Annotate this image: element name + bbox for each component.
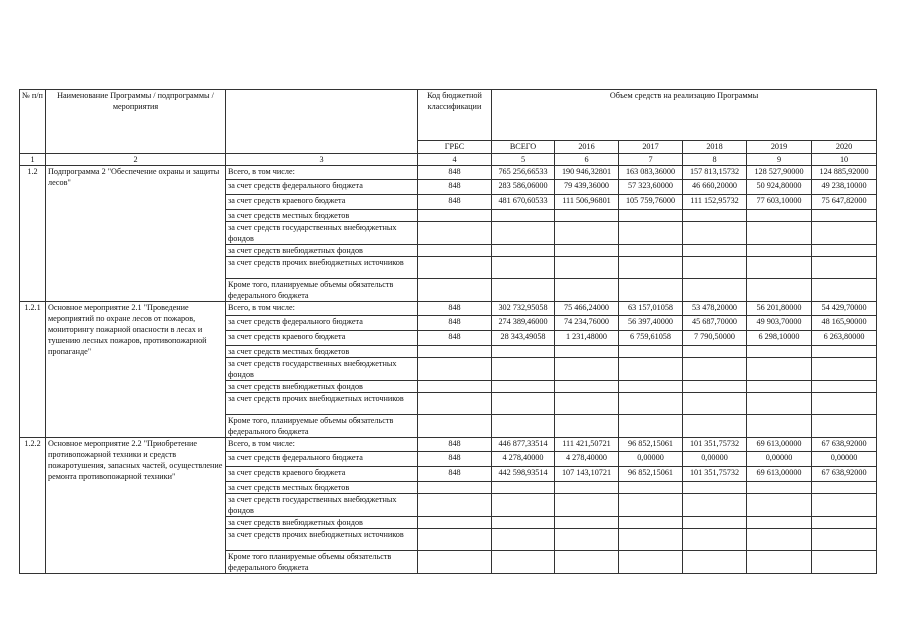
funding-source: за счет средств федерального бюджета bbox=[226, 316, 418, 331]
grbs-code bbox=[418, 245, 492, 257]
amount-year bbox=[812, 529, 877, 551]
amount-year bbox=[812, 393, 877, 415]
amount-year bbox=[683, 257, 747, 279]
funding-source: за счет средств местных бюджетов bbox=[226, 482, 418, 494]
grbs-code: 848 bbox=[418, 302, 492, 316]
amount-year: 56 201,80000 bbox=[747, 302, 812, 316]
header-year: 2016 bbox=[555, 141, 619, 154]
amount-total bbox=[492, 529, 555, 551]
amount-year bbox=[812, 517, 877, 529]
amount-year: 7 790,50000 bbox=[683, 331, 747, 346]
amount-year bbox=[747, 279, 812, 302]
col-index: 8 bbox=[683, 154, 747, 166]
grbs-code: 848 bbox=[418, 316, 492, 331]
amount-year bbox=[619, 257, 683, 279]
funding-source: Кроме того, планируемые объемы обязательств федерального бюджета bbox=[226, 279, 418, 302]
amount-total bbox=[492, 415, 555, 438]
amount-year: 6 263,80000 bbox=[812, 331, 877, 346]
grbs-code: 848 bbox=[418, 452, 492, 467]
amount-year bbox=[747, 358, 812, 381]
funding-source: за счет средств прочих внебюджетных источников bbox=[226, 529, 418, 551]
col-index: 5 bbox=[492, 154, 555, 166]
amount-year bbox=[555, 358, 619, 381]
amount-year bbox=[555, 482, 619, 494]
amount-year bbox=[812, 279, 877, 302]
table-row bbox=[20, 438, 877, 452]
amount-total bbox=[492, 257, 555, 279]
amount-year: 75 647,82000 bbox=[812, 195, 877, 210]
amount-year bbox=[747, 415, 812, 438]
header-name: Наименование Программы / подпрограммы / мероприятия bbox=[46, 90, 226, 154]
amount-year: 67 638,92000 bbox=[812, 438, 877, 452]
amount-total bbox=[492, 358, 555, 381]
funding-source: за счет средств прочих внебюджетных источников bbox=[226, 393, 418, 415]
amount-year: 96 852,15061 bbox=[619, 438, 683, 452]
col-index: 9 bbox=[747, 154, 812, 166]
funding-source: за счет средств внебюджетных фондов bbox=[226, 245, 418, 257]
header-year: 2020 bbox=[812, 141, 877, 154]
amount-year bbox=[619, 529, 683, 551]
amount-year: 69 613,00000 bbox=[747, 438, 812, 452]
grbs-code: 848 bbox=[418, 180, 492, 195]
amount-year bbox=[683, 551, 747, 574]
amount-year: 111 152,95732 bbox=[683, 195, 747, 210]
amount-year bbox=[812, 494, 877, 517]
grbs-code: 848 bbox=[418, 331, 492, 346]
funding-source: за счет средств краевого бюджета bbox=[226, 467, 418, 482]
amount-year bbox=[619, 222, 683, 245]
grbs-code bbox=[418, 358, 492, 381]
grbs-code bbox=[418, 482, 492, 494]
amount-total: 283 586,06000 bbox=[492, 180, 555, 195]
amount-year bbox=[747, 381, 812, 393]
amount-year: 157 813,15732 bbox=[683, 166, 747, 180]
amount-year bbox=[555, 346, 619, 358]
amount-total: 302 732,95058 bbox=[492, 302, 555, 316]
amount-total: 274 389,46000 bbox=[492, 316, 555, 331]
amount-total: 446 877,33514 bbox=[492, 438, 555, 452]
col-index: 6 bbox=[555, 154, 619, 166]
amount-year: 101 351,75732 bbox=[683, 467, 747, 482]
grbs-code: 848 bbox=[418, 438, 492, 452]
funding-source: Кроме того, планируемые объемы обязательств федерального бюджета bbox=[226, 415, 418, 438]
amount-year bbox=[619, 346, 683, 358]
amount-year bbox=[812, 245, 877, 257]
amount-year: 6 759,61058 bbox=[619, 331, 683, 346]
amount-total bbox=[492, 222, 555, 245]
amount-total: 28 343,49058 bbox=[492, 331, 555, 346]
grbs-code bbox=[418, 279, 492, 302]
funding-source: Всего, в том числе: bbox=[226, 302, 418, 316]
program-funding-table bbox=[19, 89, 877, 574]
amount-year bbox=[747, 482, 812, 494]
amount-year bbox=[812, 551, 877, 574]
amount-year bbox=[747, 393, 812, 415]
amount-year bbox=[683, 517, 747, 529]
funding-source: Кроме того планируемые объемы обязательств федерального бюджета bbox=[226, 551, 418, 574]
table-row bbox=[20, 166, 877, 180]
grbs-code: 848 bbox=[418, 195, 492, 210]
amount-year bbox=[747, 494, 812, 517]
amount-total bbox=[492, 381, 555, 393]
amount-year bbox=[812, 257, 877, 279]
amount-year: 0,00000 bbox=[747, 452, 812, 467]
amount-year bbox=[812, 346, 877, 358]
amount-year: 105 759,76000 bbox=[619, 195, 683, 210]
amount-year bbox=[747, 517, 812, 529]
amount-year: 77 603,10000 bbox=[747, 195, 812, 210]
grbs-code bbox=[418, 257, 492, 279]
amount-year: 67 638,92000 bbox=[812, 467, 877, 482]
col-index: 10 bbox=[812, 154, 877, 166]
amount-year: 0,00000 bbox=[683, 452, 747, 467]
amount-total bbox=[492, 245, 555, 257]
amount-year: 4 278,40000 bbox=[555, 452, 619, 467]
table-row bbox=[20, 302, 877, 316]
amount-total bbox=[492, 494, 555, 517]
amount-year: 49 238,10000 bbox=[812, 180, 877, 195]
amount-total: 442 598,93514 bbox=[492, 467, 555, 482]
grbs-code: 848 bbox=[418, 467, 492, 482]
funding-source: за счет средств местных бюджетов bbox=[226, 210, 418, 222]
amount-year bbox=[619, 393, 683, 415]
amount-year: 48 165,90000 bbox=[812, 316, 877, 331]
amount-year bbox=[555, 381, 619, 393]
amount-year: 0,00000 bbox=[812, 452, 877, 467]
funding-source: за счет средств внебюджетных фондов bbox=[226, 381, 418, 393]
header-year: 2017 bbox=[619, 141, 683, 154]
amount-year: 74 234,76000 bbox=[555, 316, 619, 331]
funding-source: за счет средств краевого бюджета bbox=[226, 331, 418, 346]
amount-year bbox=[812, 381, 877, 393]
amount-year: 45 687,70000 bbox=[683, 316, 747, 331]
grbs-code bbox=[418, 381, 492, 393]
funding-source: за счет средств государственных внебюджетных фондов bbox=[226, 358, 418, 381]
grbs-code: 848 bbox=[418, 166, 492, 180]
funding-source: за счет средств федерального бюджета bbox=[226, 452, 418, 467]
amount-year bbox=[812, 358, 877, 381]
amount-year: 79 439,36000 bbox=[555, 180, 619, 195]
header-grbs: ГРБС bbox=[418, 141, 492, 154]
amount-year: 190 946,32801 bbox=[555, 166, 619, 180]
col-index: 2 bbox=[46, 154, 226, 166]
amount-year bbox=[555, 245, 619, 257]
amount-year: 101 351,75732 bbox=[683, 438, 747, 452]
amount-year: 96 852,15061 bbox=[619, 467, 683, 482]
amount-year bbox=[619, 210, 683, 222]
amount-year bbox=[683, 279, 747, 302]
amount-year bbox=[683, 245, 747, 257]
amount-year bbox=[619, 358, 683, 381]
grbs-code bbox=[418, 551, 492, 574]
amount-year: 124 885,92000 bbox=[812, 166, 877, 180]
grbs-code bbox=[418, 393, 492, 415]
header-volume: Объем средств на реализацию Программы bbox=[492, 90, 877, 141]
grbs-code bbox=[418, 415, 492, 438]
amount-year bbox=[812, 210, 877, 222]
header-source bbox=[226, 90, 418, 154]
amount-year bbox=[683, 494, 747, 517]
col-index: 7 bbox=[619, 154, 683, 166]
grbs-code bbox=[418, 346, 492, 358]
amount-total bbox=[492, 346, 555, 358]
amount-year bbox=[683, 393, 747, 415]
amount-year bbox=[555, 517, 619, 529]
amount-year bbox=[619, 245, 683, 257]
amount-year bbox=[683, 415, 747, 438]
amount-year bbox=[812, 222, 877, 245]
funding-source: Всего, в том числе: bbox=[226, 438, 418, 452]
amount-year: 0,00000 bbox=[619, 452, 683, 467]
amount-year: 57 323,60000 bbox=[619, 180, 683, 195]
amount-year bbox=[683, 529, 747, 551]
col-index: 1 bbox=[20, 154, 46, 166]
row-number: 1.2 bbox=[20, 166, 46, 302]
amount-year bbox=[555, 222, 619, 245]
grbs-code bbox=[418, 517, 492, 529]
amount-total bbox=[492, 482, 555, 494]
col-index: 4 bbox=[418, 154, 492, 166]
amount-year bbox=[683, 482, 747, 494]
amount-total bbox=[492, 210, 555, 222]
amount-year bbox=[555, 529, 619, 551]
amount-year bbox=[555, 551, 619, 574]
header-total: ВСЕГО bbox=[492, 141, 555, 154]
header-code: Код бюджетной классификации bbox=[418, 90, 492, 141]
program-name: Основное мероприятие 2.1 "Проведение мероприятий по охране лесов от пожаров, мониторингу пожарной опасности в лесах и тушению лесных пожаров, противопожарной пропаганде" bbox=[46, 302, 226, 438]
grbs-code bbox=[418, 529, 492, 551]
amount-year bbox=[683, 381, 747, 393]
amount-year: 128 527,90000 bbox=[747, 166, 812, 180]
amount-year: 56 397,40000 bbox=[619, 316, 683, 331]
program-name: Основное мероприятие 2.2 "Приобретение противопожарной техники и средств пожаротушения, запасных частей, осуществление ремонта противопожарной техники" bbox=[46, 438, 226, 574]
amount-year bbox=[812, 415, 877, 438]
funding-source: за счет средств прочих внебюджетных источников bbox=[226, 257, 418, 279]
amount-year bbox=[619, 415, 683, 438]
header-year: 2018 bbox=[683, 141, 747, 154]
amount-year: 46 660,20000 bbox=[683, 180, 747, 195]
amount-year bbox=[683, 358, 747, 381]
amount-year: 69 613,00000 bbox=[747, 467, 812, 482]
amount-year: 49 903,70000 bbox=[747, 316, 812, 331]
col-index: 3 bbox=[226, 154, 418, 166]
amount-year bbox=[555, 494, 619, 517]
amount-year bbox=[619, 517, 683, 529]
amount-year bbox=[747, 529, 812, 551]
row-number: 1.2.1 bbox=[20, 302, 46, 438]
header-num: № п/п bbox=[20, 90, 46, 154]
funding-source: за счет средств внебюджетных фондов bbox=[226, 517, 418, 529]
amount-year: 1 231,48000 bbox=[555, 331, 619, 346]
amount-year bbox=[747, 257, 812, 279]
amount-year bbox=[747, 222, 812, 245]
funding-source: за счет средств местных бюджетов bbox=[226, 346, 418, 358]
amount-year bbox=[555, 393, 619, 415]
funding-source: за счет средств государственных внебюджетных фондов bbox=[226, 494, 418, 517]
amount-year: 54 429,70000 bbox=[812, 302, 877, 316]
grbs-code bbox=[418, 210, 492, 222]
amount-year bbox=[683, 210, 747, 222]
amount-total bbox=[492, 393, 555, 415]
amount-year bbox=[619, 551, 683, 574]
amount-year bbox=[555, 415, 619, 438]
amount-year bbox=[555, 257, 619, 279]
amount-year bbox=[619, 482, 683, 494]
funding-source: за счет средств краевого бюджета bbox=[226, 195, 418, 210]
amount-year bbox=[747, 551, 812, 574]
amount-total: 4 278,40000 bbox=[492, 452, 555, 467]
amount-year: 111 506,96801 bbox=[555, 195, 619, 210]
amount-year: 163 083,36000 bbox=[619, 166, 683, 180]
amount-total bbox=[492, 517, 555, 529]
amount-year bbox=[747, 346, 812, 358]
header-year: 2019 bbox=[747, 141, 812, 154]
grbs-code bbox=[418, 222, 492, 245]
amount-year: 53 478,20000 bbox=[683, 302, 747, 316]
amount-total bbox=[492, 279, 555, 302]
funding-source: за счет средств федерального бюджета bbox=[226, 180, 418, 195]
amount-year bbox=[555, 210, 619, 222]
amount-year bbox=[812, 482, 877, 494]
amount-year bbox=[683, 346, 747, 358]
amount-year: 75 466,24000 bbox=[555, 302, 619, 316]
funding-source: Всего, в том числе: bbox=[226, 166, 418, 180]
amount-total: 765 256,66533 bbox=[492, 166, 555, 180]
row-number: 1.2.2 bbox=[20, 438, 46, 574]
grbs-code bbox=[418, 494, 492, 517]
amount-year: 111 421,50721 bbox=[555, 438, 619, 452]
funding-source: за счет средств государственных внебюджетных фондов bbox=[226, 222, 418, 245]
amount-year: 6 298,10000 bbox=[747, 331, 812, 346]
amount-total bbox=[492, 551, 555, 574]
amount-year: 107 143,10721 bbox=[555, 467, 619, 482]
amount-total: 481 670,60533 bbox=[492, 195, 555, 210]
amount-year bbox=[619, 494, 683, 517]
amount-year: 50 924,80000 bbox=[747, 180, 812, 195]
amount-year bbox=[747, 210, 812, 222]
amount-year bbox=[619, 279, 683, 302]
amount-year bbox=[619, 381, 683, 393]
amount-year: 63 157,01058 bbox=[619, 302, 683, 316]
amount-year bbox=[555, 279, 619, 302]
program-name: Подпрограмма 2 "Обеспечение охраны и защиты лесов" bbox=[46, 166, 226, 302]
amount-year bbox=[683, 222, 747, 245]
amount-year bbox=[747, 245, 812, 257]
